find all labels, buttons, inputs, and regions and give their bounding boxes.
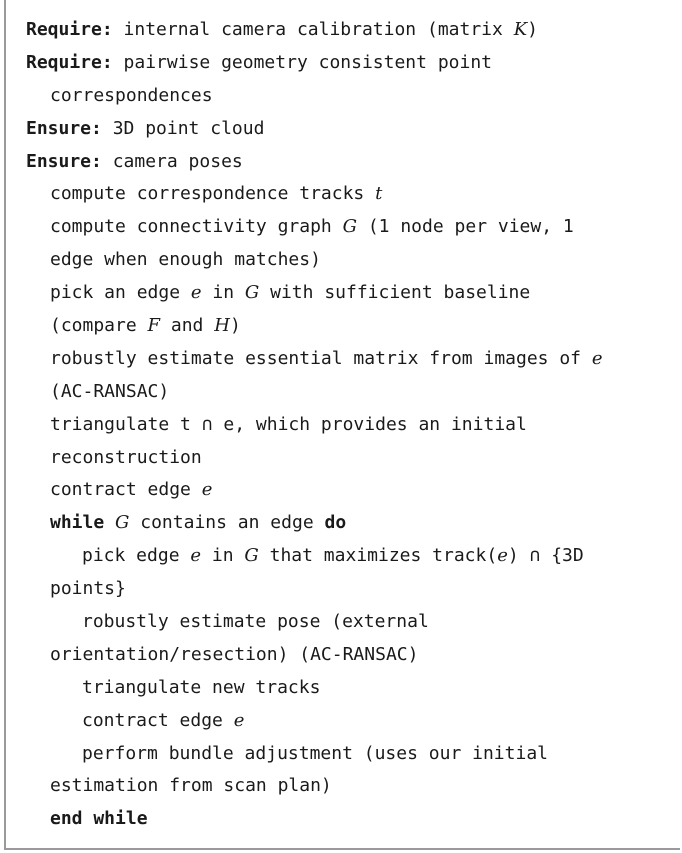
algo-line-17: pick edge e in G that maximizes track(e) ∩ {3D [82,545,584,567]
keyword-ensure: Ensure: [26,117,102,139]
algo-line-13: triangulate t ∩ e, which provides an initial [50,413,527,435]
algo-line-9: pick an edge e in G with sufficient baseline [50,282,531,304]
algo-line-7: compute connectivity graph G (1 node per view, 1 [50,216,574,238]
algorithm-block [26,14,603,836]
algo-line-16: while G contains an edge do [50,512,347,534]
algo-line-22: contract edge e [82,709,245,731]
algo-line-12: (AC-RANSAC) [50,380,170,402]
keyword-require: Require: [26,51,113,73]
keyword-end-while: end while [50,808,148,830]
algo-line-18: points} [50,578,126,600]
algo-line-1: Require: internal camera calibration (matrix K) [26,19,538,40]
algo-line-14: reconstruction [50,446,202,468]
keyword-while: while [50,512,105,534]
keyword-ensure: Ensure: [26,150,102,172]
algo-line-8: edge when enough matches) [50,249,321,271]
algo-line-25 [26,803,603,836]
algo-line-19: robustly estimate pose (external [82,611,429,633]
algo-line-21: triangulate new tracks [82,676,321,698]
algo-line-6: compute correspondence tracks t [50,183,383,205]
keyword-require: Require: [26,19,113,40]
algo-line-11: robustly estimate essential matrix from images of e [50,347,603,369]
algo-line-24: estimation from scan plan) [50,775,332,797]
algo-line-10: (compare F and H) [50,315,241,337]
algo-line-5: Ensure: camera poses [26,150,243,172]
algo-line-3: correspondences [50,84,213,106]
algo-line-4: Ensure: 3D point cloud [26,117,265,139]
algo-line-2: Require: pairwise geometry consistent point [26,51,493,73]
keyword-do: do [324,512,347,534]
algo-line-23: perform bundle adjustment (uses our initial [82,742,548,764]
algo-line-15: contract edge e [50,479,213,501]
algo-line-20: orientation/resection) (AC-RANSAC) [50,643,419,665]
